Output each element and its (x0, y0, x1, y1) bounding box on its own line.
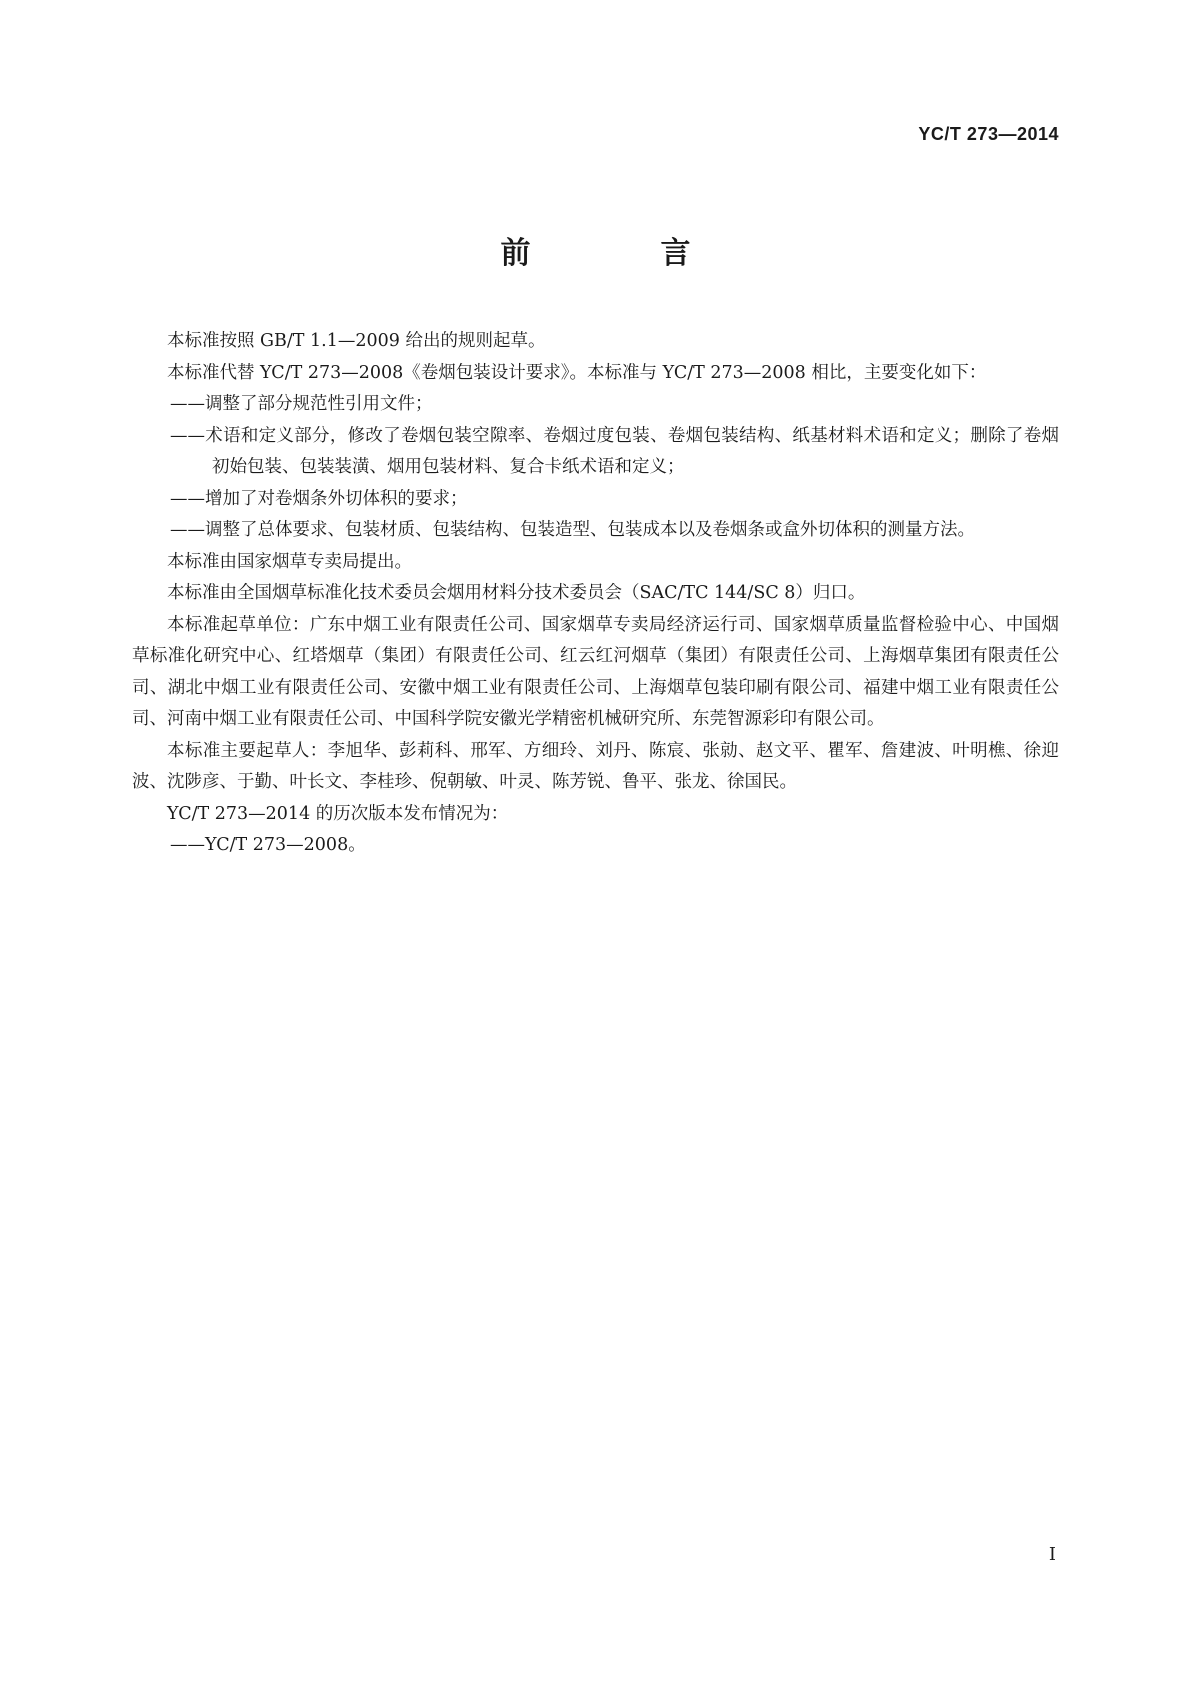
paragraph-drafters: 本标准主要起草人：李旭华、彭莉科、邢军、方细玲、刘丹、陈宸、张勍、赵文平、瞿军、詹建波、叶明樵、徐迎波、沈陟彦、于勤、叶长文、李桂珍、倪朝敏、叶灵、陈芳锐、鲁平、张龙、徐国民。 (132, 740, 1059, 792)
change-item-volume: ——增加了对卷烟条外切体积的要求； (170, 488, 468, 509)
paragraph-replacement: 本标准代替 YC/T 273—2008《卷烟包装设计要求》。本标准与 YC/T 273—2008 相比，主要变化如下： (167, 362, 987, 383)
change-item-requirements: ——调整了总体要求、包装材质、包装结构、包装造型、包装成本以及卷烟条或盒外切体积的测量方法。 (170, 520, 975, 540)
standard-code: YC/T 273—2014 (918, 124, 1059, 144)
paragraph-drafting-units: 本标准起草单位：广东中烟工业有限责任公司、国家烟草专卖局经济运行司、国家烟草质量监督检验中心、中国烟草标准化研究中心、红塔烟草（集团）有限责任公司、红云红河烟草（集团）有限责任公司、上海烟草集团有限责任公司、湖北中烟工业有限责任公司、安徽中烟工业有限责任公司、上海烟草包装印刷有限公司、福建中烟工业有限责任公司、河南中烟工业有限责任公司、中国科学院安徽光学精密机械研究所、东莞智源彩印有限公司。 (132, 614, 1059, 729)
page-number: I (1048, 1544, 1056, 1565)
foreword-body (132, 326, 1059, 862)
version-history-item: ——YC/T 273—2008。 (170, 835, 366, 855)
change-item-references: ——调整了部分规范性引用文件； (170, 394, 433, 414)
change-item-terms: ——术语和定义部分，修改了卷烟包装空隙率、卷烟过度包装、卷烟包装结构、纸基材料术语和定义；删除了卷烟初始包装、包装装潢、烟用包装材料、复合卡纸术语和定义； (170, 425, 1059, 477)
paragraph-version-history: YC/T 273—2014 的历次版本发布情况为： (167, 803, 509, 824)
paragraph-proposer: 本标准由国家烟草专卖局提出。 (167, 551, 412, 572)
paragraph-drafting-rules: 本标准按照 GB/T 1.1—2009 给出的规则起草。 (167, 331, 546, 351)
paragraph-committee: 本标准由全国烟草标准化技术委员会烟用材料分技术委员会（SAC/TC 144/SC 8）归口。 (167, 583, 866, 603)
page-title: 前 言 (500, 236, 741, 271)
